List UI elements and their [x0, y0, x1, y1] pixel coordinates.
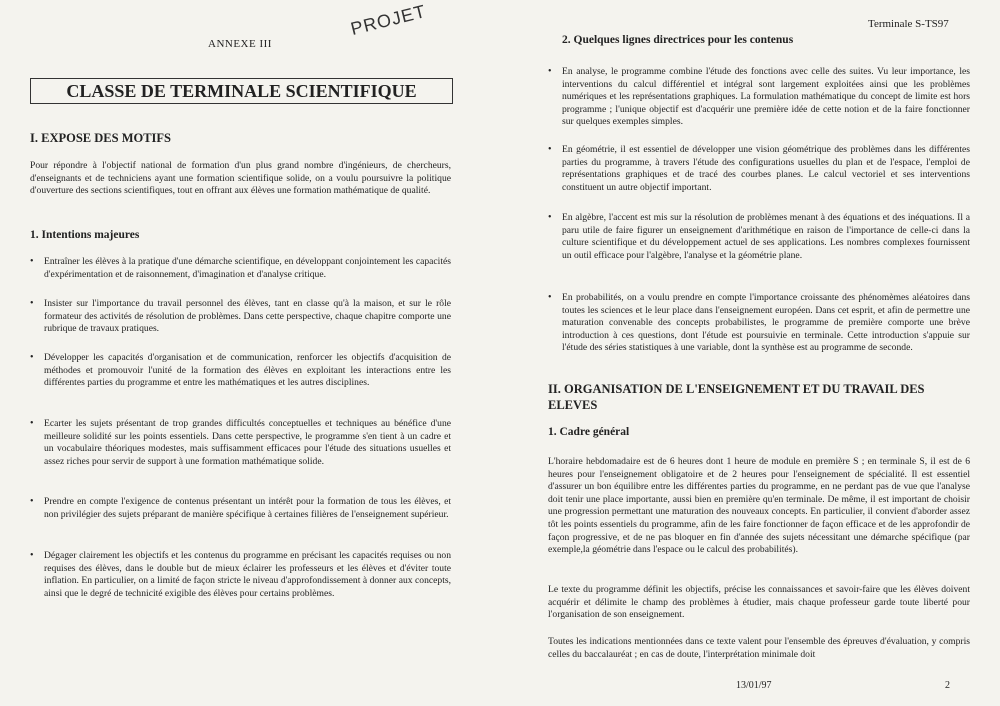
- bullet-item: • En analyse, le programme combine l'étude des fonctions avec celle des suites. Vu leur importance, les interventions du calcul différentiel et intégral sont largement exploitées ainsi que les problèmes numériques et les représentations graphiques. La formulation mathématique du concept de limite est hors programme ; l'unique objectif est d'acquérir une première idée de cette notion et de la faire fonctionner sur quelques exemples simples.: [562, 66, 970, 129]
- bullet-item: • Dégager clairement les objectifs et les contenus du programme en précisant les capacités requises ou non requises des élèves, dans le double but de mieux éclairer les professeurs et les élèves et d'éviter toute inflation. En particulier, on a limité de façon stricte le niveau d'approfondissement à donner aux concepts, ainsi que le degré de technicité exigible des élèves pour certains problèmes.: [44, 550, 451, 600]
- indications-paragraph: Toutes les indications mentionnées dans ce texte valent pour l'ensemble des épreuves d'évaluation, y compris celles du baccalauréat ; en cas de doute, l'interprétation minimale doit: [548, 636, 970, 660]
- document-title: CLASSE DE TERMINALE SCIENTIFIQUE: [30, 78, 453, 104]
- projet-stamp: PROJET: [348, 0, 429, 40]
- bullet-item: • En algèbre, l'accent est mis sur la résolution de problèmes menant à des équations et des inéquations. Il a paru utile de faire figurer un enseignement d'arithmétique en raison de l'importance de celle-ci dans la culture scientifique et du développement actuel de ses applications. Les nombres complexes fournissent un outil efficace pour l'algèbre, l'analyse et la géométrie plane.: [562, 212, 970, 262]
- section-heading-expose: I. EXPOSE DES MOTIFS: [30, 131, 172, 145]
- bullet-item: • Ecarter les sujets présentant de trop grandes difficultés conceptuelles et techniques au bénéfice d'une meilleure solidité sur les points essentiels. Dans cette perspective, le programme s'en tient à un cadre et un vocabulaire théoriques modestes, mais suffisamment efficaces pour l'étude des situations usuelles et assez riches pour servir de support à une formation mathématique solide.: [44, 418, 451, 468]
- cadre-paragraph: L'horaire hebdomadaire est de 6 heures dont 1 heure de module en première S ; en terminale S, il est de 6 heures pour l'enseignement obligatoire et de 2 heures pour l'enseignement de spécialité. Il est essentiel d'assurer un bon équilibre entre les différentes parties du programme, en ne perdant pas de vue que l'analyse doit tenir une place importante, aussi bien en première qu'en terminale. De même, il est important de choisir une progression permettant une maturation des nouveaux concepts. En particulier, il convient d'aborder assez tôt les points essentiels du programme, afin de les faire fonctionner de façon efficace et de les approfondir de façon progressive, et de ne pas bloquer en fin d'année des sujets nécessitant une démarche spécifique (par exemple,la géométrie dans l'espace ou le calcul des probabilités).: [548, 456, 970, 556]
- subheading-intentions: 1. Intentions majeures: [30, 229, 140, 241]
- page-number: 2: [945, 680, 950, 691]
- footer-date: 13/01/97: [736, 680, 772, 691]
- bullet-item: • En géométrie, il est essentiel de développer une vision géométrique des problèmes dans les différentes parties du programme, à travers l'étude des configurations usuelles du plan et de l'espace, l'emploi de représentations graphiques et de tracé des courbes planes. Le calcul vectoriel et ses interventions constituent un autre objectif important.: [562, 144, 970, 194]
- bullet-item: • Développer les capacités d'organisation et de communication, renforcer les objectifs d'acquisition de méthodes et promouvoir l'unité de la formation des élèves en exploitant les interactions entre les différentes parties du programme et entre les mathématiques et les autres disciplines.: [44, 352, 451, 390]
- subheading-cadre-general: 1. Cadre général: [548, 426, 630, 438]
- bullet-item: • Entraîner les élèves à la pratique d'une démarche scientifique, en développant conjointement les capacités d'expérimentation et de raisonnement, d'imagination et d'analyse critique.: [44, 256, 451, 281]
- programme-paragraph: Le texte du programme définit les objectifs, précise les connaissances et savoir-faire que les élèves doivent acquérir et délimite le champ des problèmes à étudier, mais chaque professeur garde toute liberté pour l'organisation de son enseignement.: [548, 584, 970, 621]
- annexe-label: ANNEXE III: [208, 38, 272, 50]
- bullet-item: • Prendre en compte l'exigence de contenus présentant un intérêt pour la formation de tous les élèves, et non privilégier des sujets préparant de manière spécifique à certaines filières de l'enseignement supérieur.: [44, 496, 451, 521]
- bullet-item: • En probabilités, on a voulu prendre en compte l'importance croissante des phénomèmes aléatoires dans toutes les sciences et le leur place dans l'enseignement européen. Dans cet esprit, et afin de permettre une maturation convenable des concepts probabilistes, le programme de première comporte une brève introduction à ces questions, dont l'étude est poursuivie en terminale. Cette introduction s'appuie sur l'étude des séries statistiques à une variable, dont la synthèse est au programme de seconde.: [562, 292, 970, 355]
- document-reference: Terminale S-TS97: [868, 18, 949, 30]
- subheading-lignes-directrices: 2. Quelques lignes directrices pour les contenus: [562, 34, 794, 46]
- bullet-item: • Insister sur l'importance du travail personnel des élèves, tant en classe qu'à la maison, et sur le rôle formateur des activités de résolution de problèmes. Dans cette perspective, chaque chapitre comporte une rubrique de travaux pratiques.: [44, 298, 451, 336]
- intro-paragraph: Pour répondre à l'objectif national de formation d'un plus grand nombre d'ingénieurs, de chercheurs, d'enseignants et de techniciens ayant une formation scientifique solide, on a voulu poursuivre la politique d'ouverture des sections scientifiques, tout en offrant aux élèves une formation mathématique de qualité.: [30, 160, 451, 197]
- section-heading-organisation: II. ORGANISATION DE L'ENSEIGNEMENT ET DU TRAVAIL DES ELEVES: [548, 382, 925, 412]
